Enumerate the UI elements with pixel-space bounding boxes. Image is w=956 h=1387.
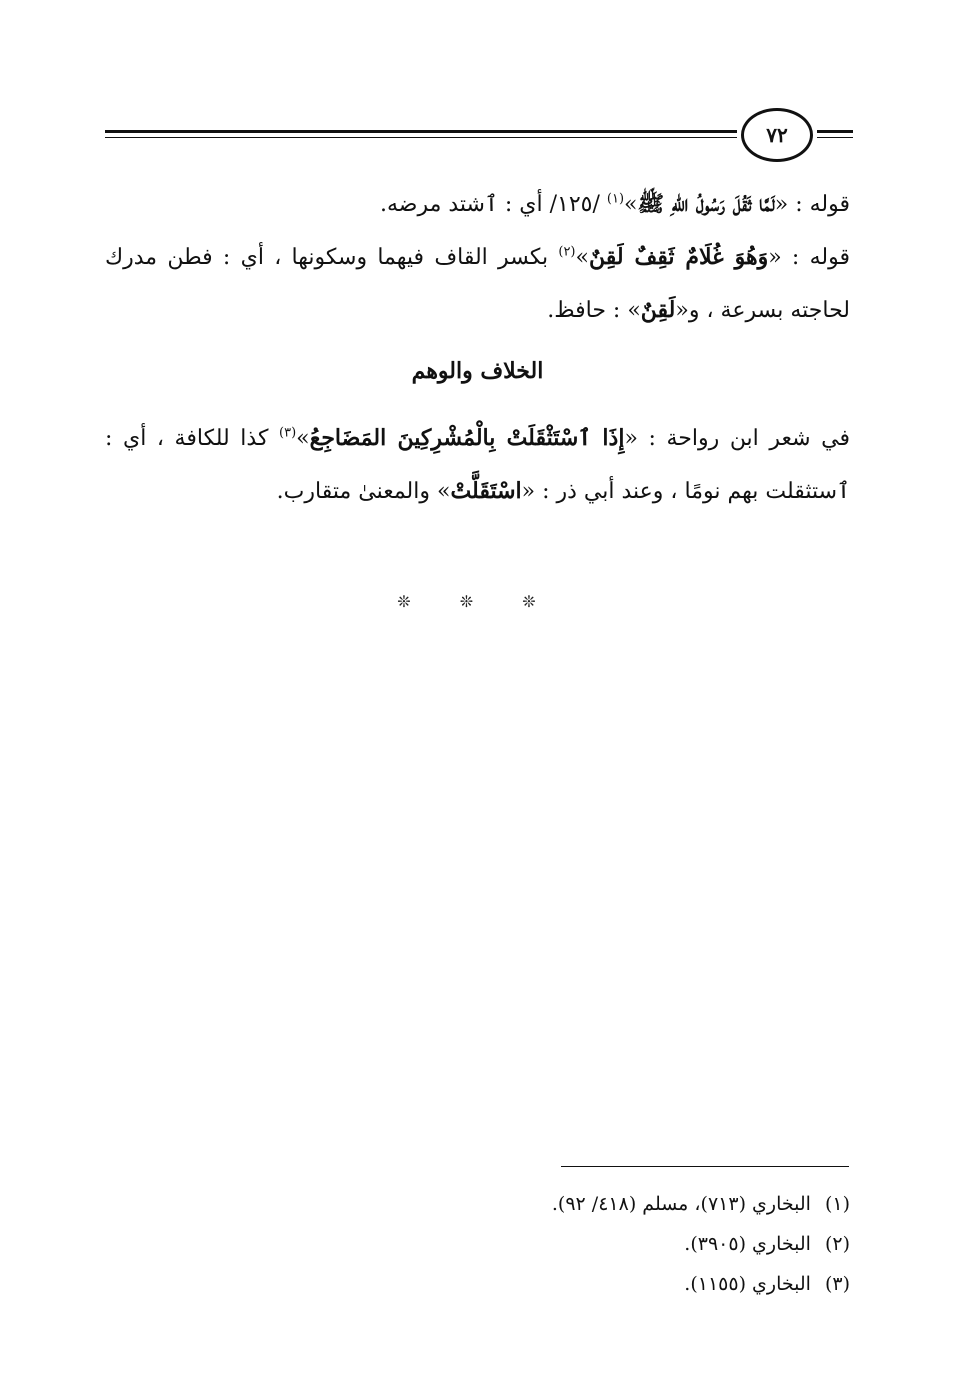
footnote-2: [400, 1224, 850, 1264]
quote-close: »: [296, 426, 310, 451]
page-header: [105, 108, 853, 168]
footnote-3: [400, 1264, 850, 1304]
header-rule-right-thin: [817, 137, 853, 138]
footnotes: [400, 1184, 850, 1304]
footnote-text: البخاري (١١٥٥).: [684, 1273, 811, 1295]
footnote-number: (٣): [824, 1273, 850, 1295]
footnote-ref: (٢): [558, 244, 576, 260]
footnote-number: (٢): [824, 1233, 850, 1255]
hadith-quote: وَهُوَ غُلَامٌ ثَقِفٌ لَقِنٌ: [588, 244, 769, 270]
para-lead: في شعر ابن رواحة : «: [624, 426, 850, 451]
para-tail: » : حافظ.: [547, 298, 641, 323]
page-number: ٧٢: [741, 108, 813, 162]
poem-quote: إِذَا ٱسْتَثْقَلَتْ بِالْمُشْرِكِينَ المَضَاجِعُ: [309, 425, 625, 451]
footnote-text: البخاري (٧١٣)، مسلم (٤١٨/ ٩٢).: [551, 1193, 811, 1215]
footnote-number: (١): [824, 1193, 850, 1215]
section-paragraph: [105, 412, 850, 518]
hadith-quote: لَمَّا ثَقُلَ رَسُولُ اللهِ ﷺ: [637, 191, 775, 217]
footnote-1: [400, 1184, 850, 1224]
footnote-text: البخاري (٣٩٠٥).: [684, 1233, 811, 1255]
header-rule-thick: [105, 130, 737, 133]
commentary-block: [105, 178, 850, 337]
word-quote: لَقِنٌ: [640, 297, 676, 323]
quote-close: »: [575, 245, 589, 270]
para-lead: قوله : «: [768, 245, 850, 270]
section-heading: الخلاف والوهم: [411, 358, 544, 384]
commentary-paragraph-2: [105, 231, 850, 337]
para-tail: /١٢٥/ أي : ٱشتد مرضه.: [379, 192, 607, 217]
quote-close: »: [624, 192, 638, 217]
section-block: [105, 412, 850, 518]
para-lead: قوله : «: [774, 192, 850, 217]
section-separator: ❊ ❊ ❊: [397, 592, 558, 611]
header-rule-thin: [105, 137, 737, 138]
footnote-ref: (١): [606, 191, 625, 207]
header-rule-right-thick: [817, 130, 853, 133]
word-quote: اسْتَقَلَّتْ: [450, 478, 522, 504]
para-tail: كذا للكافة ، أي : ٱستثقلت بهم نومًا ، وعند أبي ذر : «: [105, 426, 850, 504]
commentary-paragraph-1: [105, 178, 850, 231]
footnote-ref: (٣): [279, 425, 297, 441]
footnote-rule: [561, 1166, 849, 1167]
para-tail: بكسر القاف فيهما وسكونها ، أي : فطن مدرك لحاجته بسرعة ، و«: [105, 245, 850, 323]
para-tail: » والمعنىٰ متقارب.: [276, 479, 451, 504]
